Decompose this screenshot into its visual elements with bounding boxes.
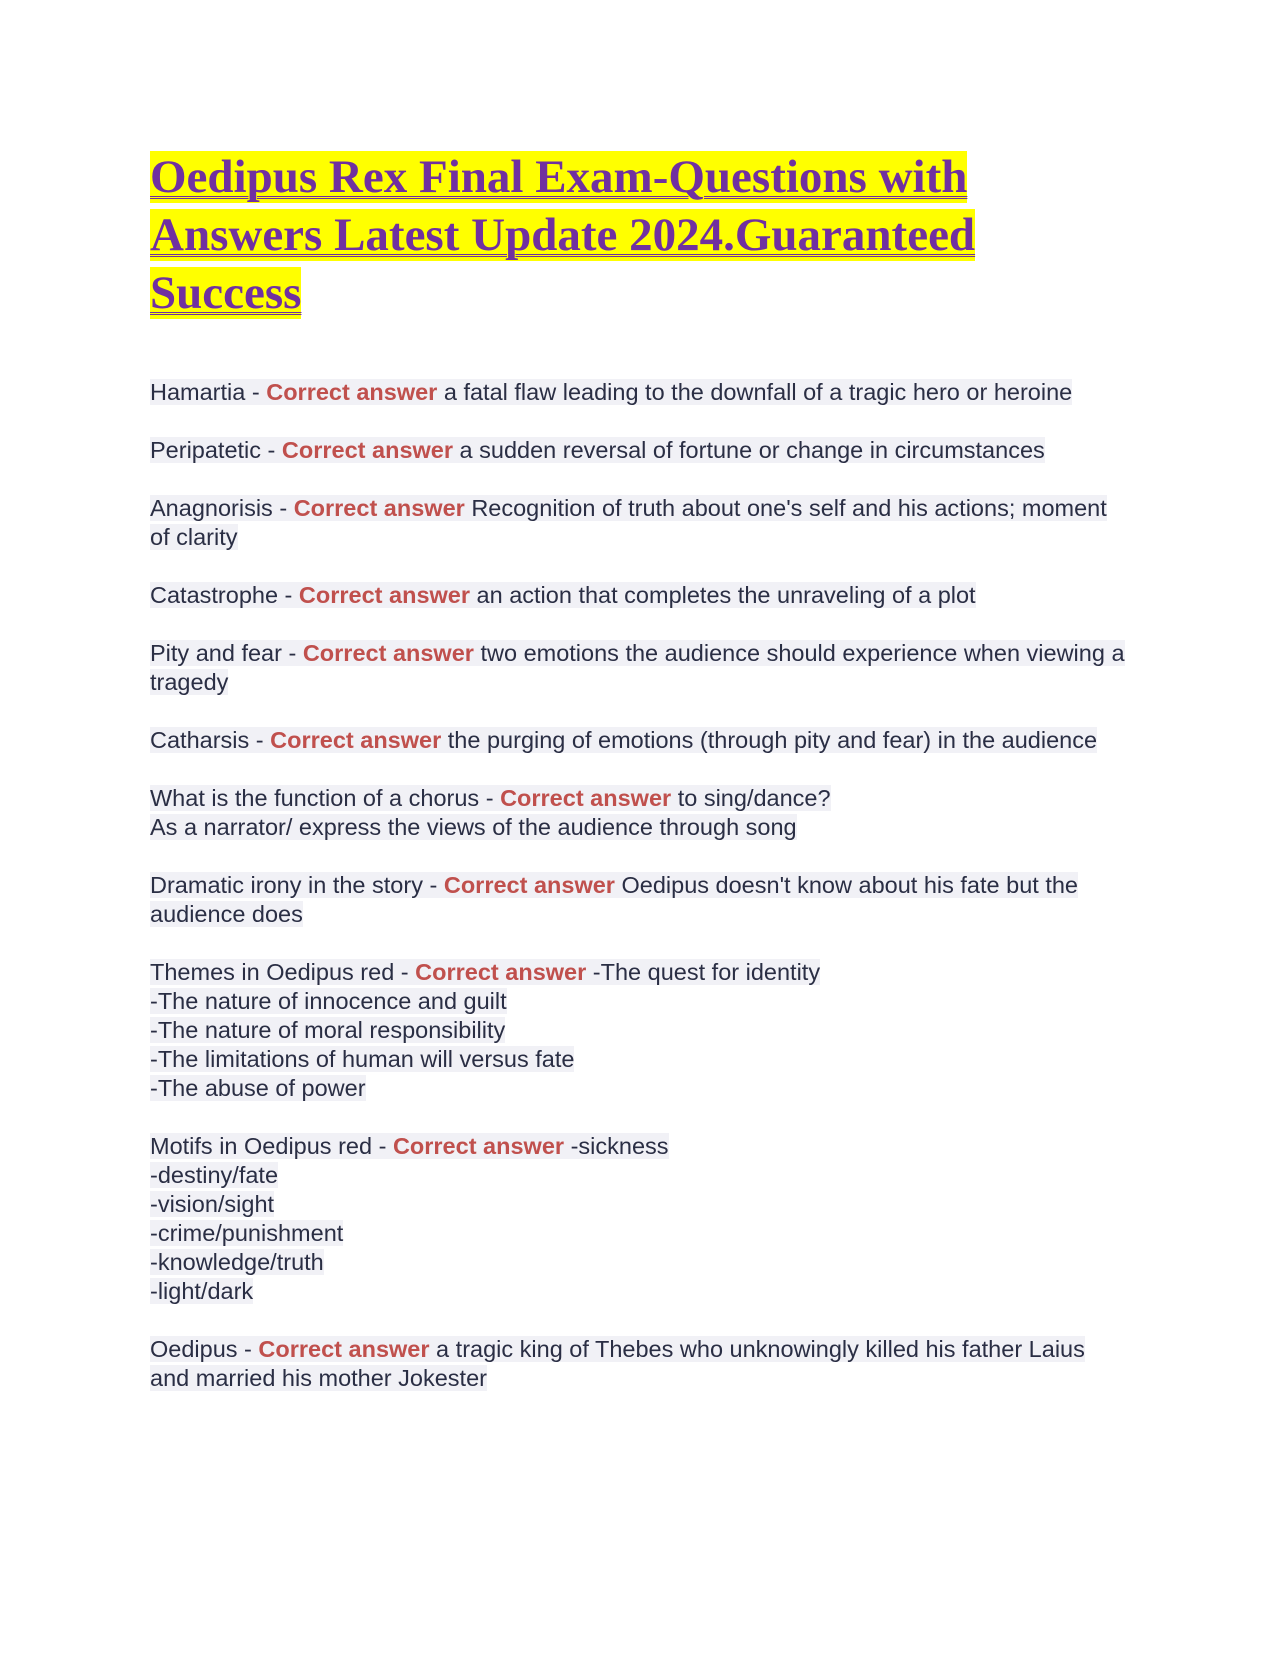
qa-entry-chorus-function [150,784,1130,842]
qa-entry-catastrophe [150,581,1130,610]
entry-definition: a fatal flaw leading to the downfall of a tragic hero or heroine [437,379,1073,405]
correct-answer-label: Correct answer [302,640,474,666]
document-page [150,148,1130,1422]
entry-term: Dramatic irony in the story - [150,872,444,898]
entry-term: Anagnorisis - [150,495,294,521]
qa-entry-motifs [150,1132,1130,1306]
correct-answer-label: Correct answer [443,872,615,898]
entry-term: Catharsis - [150,727,271,753]
entry-definition: two emotions the audience should experience when viewing a tragedy [150,640,1125,695]
qa-entry-dramatic-irony [150,871,1130,929]
entry-term: What is the function of a chorus - [150,785,501,811]
qa-entry-hamartia [150,378,1130,407]
correct-answer-label: Correct answer [258,1336,430,1362]
entry-term: Catastrophe - [150,582,299,608]
entry-definition: -The quest for identity -The nature of innocence and guilt -The nature of moral responsibility -The limitations of human will versus fate -The abuse of power [150,959,821,1101]
entry-definition: Oedipus doesn't know about his fate but the audience does [150,872,1078,927]
entry-definition: a sudden reversal of fortune or change in circumstances [453,437,1045,463]
correct-answer-label: Correct answer [266,379,438,405]
correct-answer-label: Correct answer [293,495,465,521]
correct-answer-label: Correct answer [270,727,442,753]
document-title-text: Oedipus Rex Final Exam-Questions with Answers Latest Update 2024.Guaranteed Success [150,151,976,319]
qa-entry-catharsis [150,726,1130,755]
entry-term: Hamartia - [150,379,267,405]
entry-definition: an action that completes the unraveling of a plot [470,582,976,608]
entry-definition: a tragic king of Thebes who unknowingly killed his father Laius and married his mother Jokester [150,1336,1085,1391]
entry-definition: to sing/dance? As a narrator/ express the views of the audience through song [150,785,831,840]
qa-entry-anagnorisis [150,494,1130,552]
qa-entry-peripatetic [150,436,1130,465]
entry-definition: the purging of emotions (through pity and fear) in the audience [441,727,1098,753]
document-title [150,148,1130,322]
entry-definition: -sickness -destiny/fate -vision/sight -crime/punishment -knowledge/truth -light/dark [150,1133,669,1304]
entry-term: Oedipus - [150,1336,259,1362]
qa-entry-pity-and-fear [150,639,1130,697]
entry-term: Motifs in Oedipus red - [150,1133,393,1159]
entry-term: Pity and fear - [150,640,303,666]
correct-answer-label: Correct answer [415,959,587,985]
correct-answer-label: Correct answer [500,785,672,811]
qa-entry-oedipus [150,1335,1130,1393]
correct-answer-label: Correct answer [298,582,471,608]
entry-definition: Recognition of truth about one's self and his actions; moment of clarity [150,495,1107,550]
qa-entry-themes [150,958,1130,1103]
entry-term: Themes in Oedipus red - [150,959,416,985]
correct-answer-label: Correct answer [392,1133,565,1159]
correct-answer-label: Correct answer [281,437,454,463]
entry-term: Peripatetic - [150,437,282,463]
qa-list [150,378,1130,1393]
